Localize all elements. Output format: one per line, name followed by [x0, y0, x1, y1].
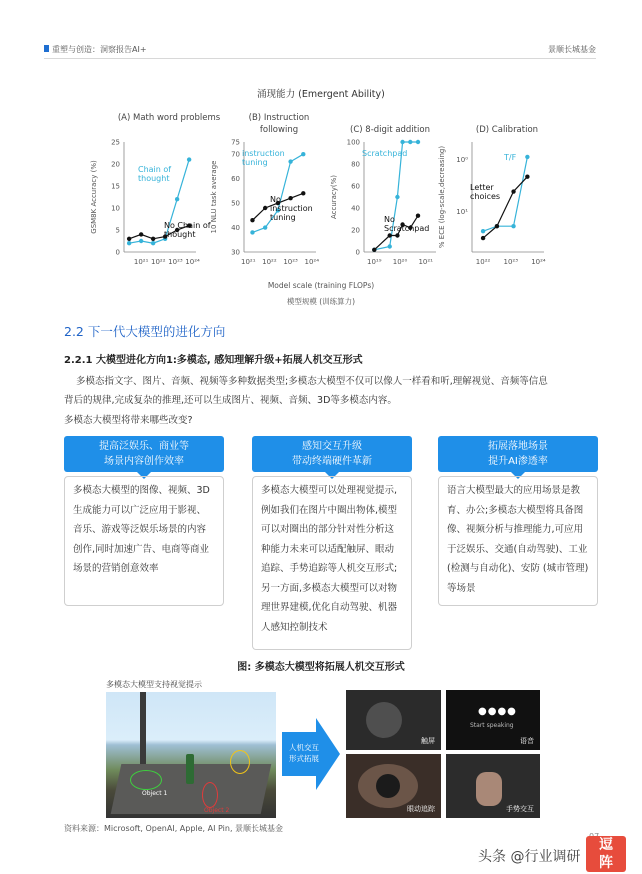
tile-voice-inner: Start speaking: [470, 722, 514, 729]
tile-gesture-label: 手势交互: [506, 805, 534, 813]
y-tick-label: 25: [111, 138, 120, 147]
y-tick-label: 10⁰: [456, 156, 468, 164]
x-tick-label: 10²³: [283, 258, 298, 266]
subsection-heading: 2.2.1 大模型进化方向1:多模态, 感知理解升级+拓展人机交互形式: [64, 355, 363, 366]
x-tick-label: 10²³: [168, 258, 183, 266]
y-tick-label: 20: [111, 160, 120, 169]
series-label: Scratchpad: [362, 149, 408, 158]
data-point: [416, 140, 420, 144]
watermark-logo: 逗 阵: [586, 836, 626, 872]
x-tick-label: 10²⁴: [531, 258, 546, 266]
y-tick-label: 60: [231, 175, 240, 184]
chart-d-title: (D) Calibration: [475, 125, 539, 135]
card2-header-line1: 感知交互升级: [302, 441, 362, 452]
data-point: [495, 224, 499, 228]
y-tick-label: 40: [231, 224, 240, 233]
data-point: [301, 191, 305, 195]
y-tick-label: 10¹: [456, 208, 468, 216]
series-label: tuning: [242, 158, 268, 167]
paragraph-line-1: 多模态指文字、图片、音频、视频等多种数据类型;多模态大模型不仅可以像人一样看和听,理解视觉、音频等信息: [76, 376, 548, 387]
paragraph-line-2: 背后的规律,完成复杂的推理,还可以生成图片、视频、音频、3D等多模态内容。: [64, 395, 397, 406]
series-label: No: [384, 215, 395, 224]
y-tick-label: 20: [351, 226, 360, 235]
photo-caption: 多模态大模型支持视觉提示: [106, 680, 202, 689]
chart-b: [210, 139, 319, 267]
x-tick-label: 10²²: [262, 258, 277, 266]
card3-header-line1: 拓展落地场景: [488, 441, 548, 452]
data-point: [511, 189, 515, 193]
data-point: [187, 157, 191, 161]
data-point: [288, 159, 292, 163]
x-tick-label: 10²²: [475, 258, 491, 266]
y-tick-label: 100: [346, 138, 360, 147]
data-point: [139, 239, 143, 243]
tile-eye-label: 眼动追踪: [407, 805, 435, 813]
data-point: [263, 225, 267, 229]
tile-voice-label: 语音: [520, 737, 534, 745]
series-label: instruction: [242, 149, 285, 158]
header-divider: [44, 58, 596, 59]
data-point: [395, 233, 399, 237]
paragraph-question: 多模态大模型将带来哪些改变?: [64, 415, 193, 426]
series-label: choices: [470, 192, 501, 201]
tile-touch-label: 触屏: [421, 737, 435, 745]
object2-label: Object 2: [204, 807, 230, 814]
x-tick-label: 10²¹: [133, 258, 149, 266]
chart-a-title: (A) Math word problems: [117, 113, 221, 123]
arrow-label: [284, 742, 324, 764]
data-point: [151, 241, 155, 245]
figure2-title: 图: 多模态大模型将拓展人机交互形式: [237, 662, 405, 673]
x-tick-label: 10²⁰: [392, 258, 408, 266]
figure1-xlabel-cn: 模型规模 (训练算力): [286, 297, 356, 306]
chart-c: [330, 139, 436, 267]
card3-body: 语言大模型最大的应用场景是教育、办公;多模态大模型将具备图像、视频分析与推理能力,可应用于泛娱乐、交通(自动驾驶)、工业 (检测与自动化)、安防 (城市管理) 等场景: [438, 476, 598, 606]
figure1-charts: [80, 134, 560, 276]
data-point: [139, 232, 143, 236]
data-point: [388, 233, 392, 237]
x-tick-label: 10²⁴: [185, 258, 200, 266]
data-point: [525, 175, 529, 179]
series-label: thought: [138, 174, 170, 183]
data-point: [388, 244, 392, 248]
x-tick-label: 10²¹: [240, 258, 256, 266]
chart-c-title: (C) 8-digit addition: [350, 125, 430, 135]
y-tick-label: 50: [231, 199, 240, 208]
card3-header-line2: 提升AI渗透率: [488, 456, 548, 467]
data-point: [250, 230, 254, 234]
chart-b-title: (B) Instruction following: [248, 113, 310, 135]
series-label: Scratchpad: [384, 224, 430, 233]
x-tick-label: 10¹⁹: [367, 258, 382, 266]
y-axis-label: 10 NLU task average: [210, 160, 218, 234]
x-tick-label: 10²³: [503, 258, 519, 266]
data-point: [525, 155, 529, 159]
series-label: No Chain of: [164, 221, 211, 230]
series-label: Letter: [470, 183, 494, 192]
x-tick-label: 10²⁴: [304, 258, 320, 266]
series-label: Chain of: [138, 165, 172, 174]
y-tick-label: 75: [231, 138, 240, 147]
y-tick-label: 30: [231, 248, 240, 257]
chart-d: [438, 142, 546, 266]
y-tick-label: 15: [111, 182, 120, 191]
data-point: [408, 140, 412, 144]
y-axis-label: % ECE (log-scale,decreasing): [438, 145, 446, 249]
figure1-xlabel: Model scale (training FLOPs): [267, 281, 375, 290]
y-tick-label: 0: [115, 248, 120, 257]
series-label: No: [270, 195, 281, 204]
header-mark: [44, 45, 49, 52]
data-point: [416, 214, 420, 218]
y-axis-label: Accuracy(%): [330, 174, 338, 220]
arrow-label-line2: 形式拓展: [289, 754, 319, 763]
source-note: 资料来源：Microsoft, OpenAI, Apple, AI Pin, 景顺长城基金: [64, 824, 284, 833]
data-point: [395, 195, 399, 199]
x-tick-label: 10²²: [151, 258, 166, 266]
data-point: [301, 152, 305, 156]
card2-body: 多模态大模型可以处理视觉提示,例如我们在图片中圈出物体,模型可以对圈出的部分针对性分析这种能力未来可以适配触屏、眼动追踪、手势追踪等人机交互形式;另一方面,多模态大模型可以对物理世界建模,优化自动驾驶、机器人感知控制技术: [252, 476, 412, 650]
dots-icon: ●●●●: [478, 706, 517, 717]
y-tick-label: 60: [351, 182, 360, 191]
card2-header-line2: 带动终端硬件革新: [292, 456, 372, 467]
data-point: [175, 197, 179, 201]
object1-label: Object 1: [142, 790, 168, 797]
series-label: thought: [164, 230, 196, 239]
data-point: [400, 140, 404, 144]
header-right-text: 景顺长城基金: [548, 45, 596, 54]
y-axis-label: GSM8K Accuracy (%): [90, 160, 98, 234]
card1-header-line1: 提高泛娱乐、商业等: [99, 441, 189, 452]
y-tick-label: 80: [351, 160, 360, 169]
figure1-title: 涌现能力 (Emergent Ability): [257, 89, 385, 100]
data-point: [372, 248, 376, 252]
section-heading: 2.2 下一代大模型的进化方向: [64, 324, 226, 339]
watermark-text: 头条 @行业调研: [478, 849, 581, 865]
card1-header: [64, 436, 224, 472]
arrow-label-line1: 人机交互: [289, 743, 319, 752]
tile-voice: [446, 690, 540, 750]
card3-header: [438, 436, 598, 472]
data-point: [263, 206, 267, 210]
visual-prompt-photo: [106, 692, 276, 818]
tile-touch: [346, 690, 441, 750]
x-tick-label: 10²¹: [418, 258, 433, 266]
data-point: [481, 236, 485, 240]
y-tick-label: 40: [351, 204, 360, 213]
data-point: [151, 237, 155, 241]
y-tick-label: 0: [355, 248, 360, 257]
y-tick-label: 70: [231, 150, 240, 159]
series-label: instruction: [270, 204, 313, 213]
series-label: T/F: [504, 153, 517, 162]
y-tick-label: 10: [111, 204, 120, 213]
data-point: [481, 229, 485, 233]
series-label: tuning: [270, 213, 296, 222]
data-point: [127, 241, 131, 245]
card1-body: 多模态大模型的图像、视频、3D生成能力可以广泛应用于影视、音乐、游戏等泛娱乐场景的内容创作,同时加速广告、电商等商业场景的营销创意效率: [64, 476, 224, 606]
data-point: [127, 237, 131, 241]
y-tick-label: 5: [115, 226, 120, 235]
card2-header: [252, 436, 412, 472]
chart-a: [90, 139, 211, 267]
tile-gesture: [446, 754, 540, 818]
card1-header-line2: 场景内容创作效率: [104, 456, 184, 467]
header-left-text: 重塑与创造：洞察报告AI+: [52, 45, 147, 54]
data-point: [288, 196, 292, 200]
tile-eye: [346, 754, 441, 818]
data-point: [511, 224, 515, 228]
data-point: [250, 218, 254, 222]
